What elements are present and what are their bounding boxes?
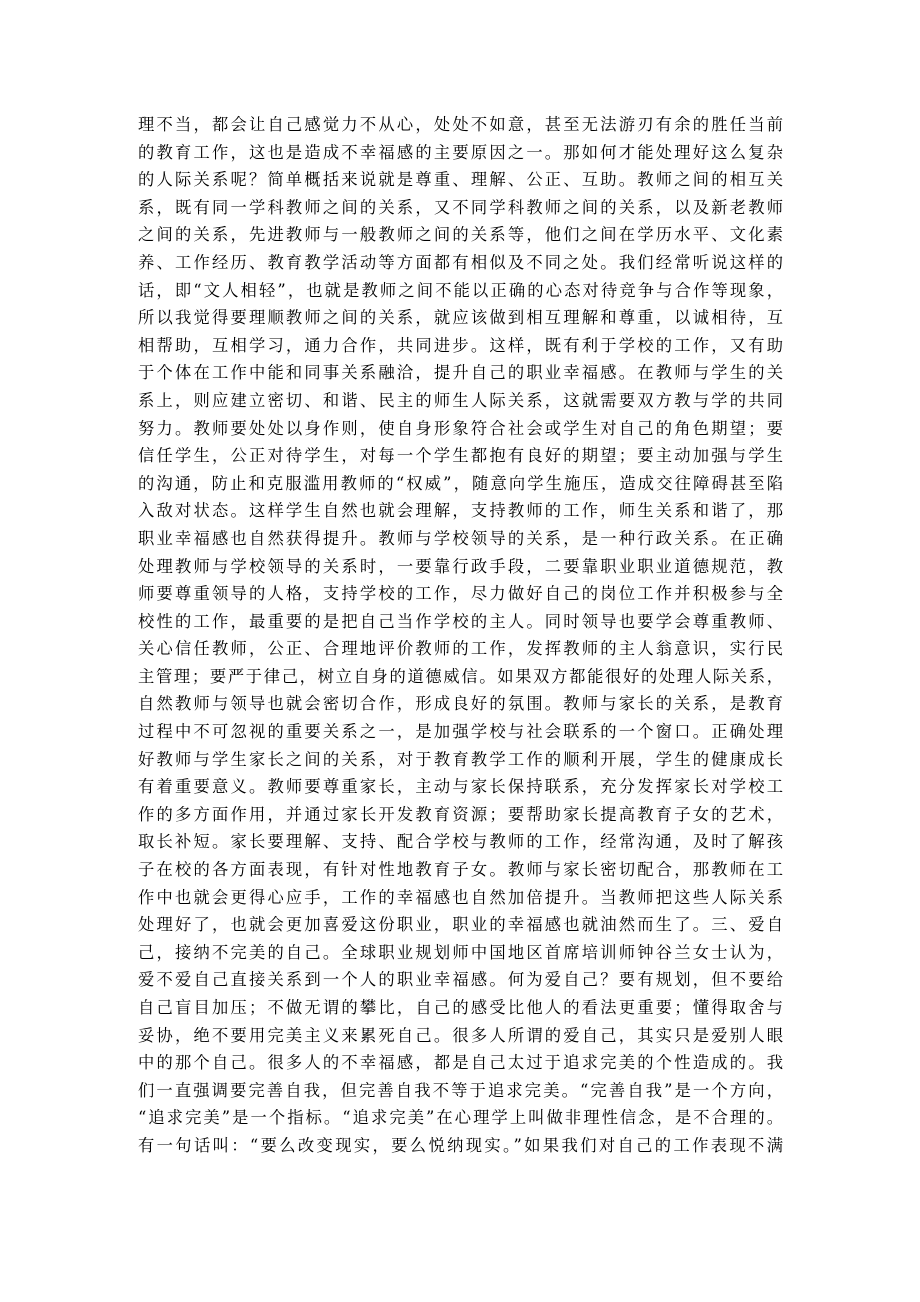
text-line: 处理教师与学校领导的关系时，一要靠行政手段，二要靠职业职业道德规范，教 — [138, 556, 783, 576]
text-line: 有着重要意义。教师要尊重家长，主动与家长保持联系，充分发挥家长对学校工 — [138, 777, 783, 797]
text-line: 有一句话叫：“要么改变现实，要么悦纳现实。”如果我们对自己的工作表现不满 — [138, 1135, 783, 1155]
text-line: 的沟通，防止和克服滥用教师的“权威”，随意向学生施压，造成交往障碍甚至陷 — [138, 473, 783, 493]
body-text — [138, 111, 783, 1160]
text-line: 己，接纳不完美的自己。全球职业规划师中国地区首席培训师钟谷兰女士认为， — [138, 942, 783, 962]
text-line: 作中也就会更得心应手，工作的幸福感也自然加倍提升。当教师把这些人际关系 — [138, 887, 783, 907]
text-line: 主管理；要严于律己，树立自身的道德威信。如果双方都能很好的处理人际关系， — [138, 666, 783, 686]
text-line: 系，既有同一学科教师之间的关系，又不同学科教师之间的关系，以及新老教师 — [138, 197, 783, 217]
text-line: 作的多方面作用，并通过家长开发教育资源；要帮助家长提高教育子女的艺术， — [138, 804, 783, 824]
text-line: 理不当，都会让自己感觉力不从心，处处不如意，甚至无法游刃有余的胜任当前 — [138, 115, 783, 134]
text-line: 所以我觉得要理顺教师之间的关系，就应该做到相互理解和尊重，以诚相待，互 — [138, 308, 783, 328]
text-line: 努力。教师要处处以身作则，使自身形象符合社会或学生对自己的角色期望；要 — [138, 418, 783, 438]
text-line: 中的那个自己。很多人的不幸福感，都是自己太过于追求完美的个性造成的。我 — [138, 1053, 783, 1073]
text-line: 自然教师与领导也就会密切合作，形成良好的氛围。教师与家长的关系，是教育 — [138, 694, 783, 714]
text-line: 话，即“文人相轻”，也就是教师之间不能以正确的心态对待竞争与合作等现象， — [138, 280, 783, 300]
text-line: 校性的工作，最重要的是把自己当作学校的主人。同时领导也要学会尊重教师、 — [138, 611, 783, 631]
text-line: 爱不爱自己直接关系到一个人的职业幸福感。何为爱自己？要有规划，但不要给 — [138, 970, 783, 990]
text-line: 自己盲目加压；不做无谓的攀比，自己的感受比他人的看法更重要；懂得取舍与 — [138, 998, 783, 1017]
text-line: 相帮助，互相学习，通力合作，共同进步。这样，既有利于学校的工作，又有助 — [138, 335, 783, 355]
text-line: 妥协，绝不要用完美主义来累死自己。很多人所谓的爱自己，其实只是爱别人眼 — [138, 1025, 783, 1045]
text-line: 之间的关系，先进教师与一般教师之间的关系等，他们之间在学历水平、文化素 — [138, 225, 783, 245]
text-line: 入敌对状态。这样学生自然也就会理解，支持教师的工作，师生关系和谐了，那 — [138, 501, 783, 521]
text-line: 取长补短。家长要理解、支持、配合学校与教师的工作，经常沟通，及时了解孩 — [138, 832, 783, 852]
text-line: “追求完美”是一个指标。“追求完美”在心理学上叫做非理性信念，是不合理的。 — [138, 1108, 783, 1128]
text-line: 过程中不可忽视的重要关系之一，是加强学校与社会联系的一个窗口。正确处理 — [138, 722, 783, 742]
text-line: 的教育工作，这也是造成不幸福感的主要原因之一。那如何才能处理好这么复杂 — [138, 142, 783, 162]
text-line: 子在校的各方面表现，有针对性地教育子女。教师与家长密切配合，那教师在工 — [138, 860, 783, 880]
text-line: 系上，则应建立密切、和谐、民主的师生人际关系，这就需要双方教与学的共同 — [138, 390, 783, 410]
text-line: 职业幸福感也自然获得提升。教师与学校领导的关系，是一种行政关系。在正确 — [138, 528, 783, 548]
text-line: 于个体在工作中能和同事关系融洽，提升自己的职业幸福感。在教师与学生的关 — [138, 363, 783, 383]
text-line: 处理好了，也就会更加喜爱这份职业，职业的幸福感也就油然而生了。三、爱自 — [138, 915, 783, 935]
text-line: 养、工作经历、教育教学活动等方面都有相似及不同之处。我们经常听说这样的 — [138, 252, 783, 272]
text-line: 的人际关系呢？简单概括来说就是尊重、理解、公正、互助。教师之间的相互关 — [138, 170, 783, 190]
text-line: 关心信任教师，公正、合理地评价教师的工作，发挥教师的主人翁意识，实行民 — [138, 639, 783, 659]
text-line: 师要尊重领导的人格，支持学校的工作，尽力做好自己的岗位工作并积极参与全 — [138, 584, 783, 604]
text-line: 信任学生，公正对待学生，对每一个学生都抱有良好的期望；要主动加强与学生 — [138, 446, 783, 466]
text-line: 好教师与学生家长之间的关系，对于教育教学工作的顺利开展，学生的健康成长 — [138, 749, 783, 769]
text-line: 们一直强调要完善自我，但完善自我不等于追求完美。“完善自我”是一个方向， — [138, 1080, 783, 1100]
